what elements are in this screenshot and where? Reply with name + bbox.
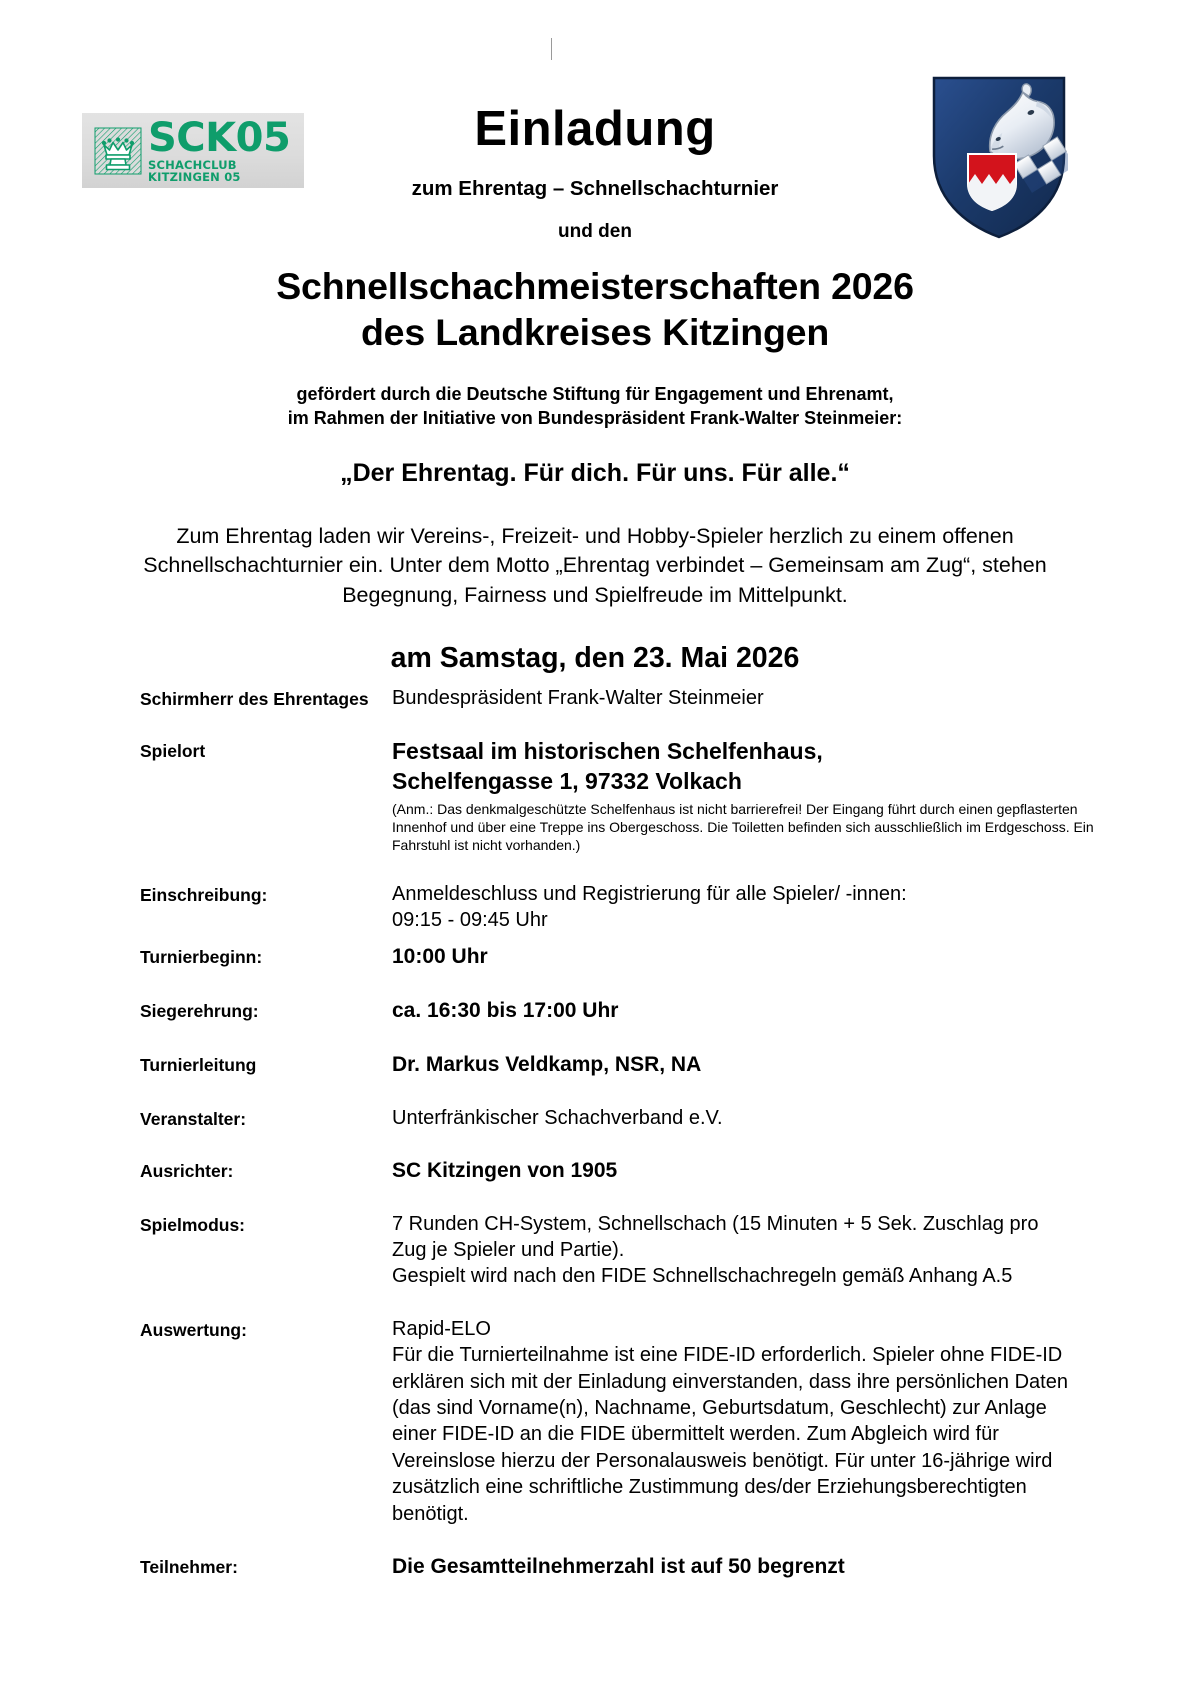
detail-label-rating: Auswertung:	[140, 1319, 247, 1340]
detail-value-start: 10:00 Uhr	[392, 945, 488, 969]
registration-line-1: Anmeldeschluss und Registrierung für alle Spieler/ -innen:	[392, 882, 907, 905]
detail-value-venue	[392, 737, 1095, 854]
detail-label-organizer: Veranstalter:	[140, 1108, 247, 1129]
registration-line-2: 09:15 - 09:45 Uhr	[392, 908, 548, 931]
club-logo-name: SCK05	[148, 115, 291, 161]
detail-label-venue: Spielort	[140, 741, 206, 762]
venue-line-2: Schelfengasse 1, 97332 Volkach	[392, 768, 742, 795]
detail-row-host	[140, 1157, 1095, 1185]
mode-line-1: 7 Runden CH-System, Schnellschach (15 Minuten + 5 Sek. Zuschlag pro	[392, 1212, 1039, 1235]
title-block	[0, 104, 1190, 243]
venue-line-1: Festsaal im historischen Schelfenhaus,	[392, 738, 823, 765]
detail-value-registration	[392, 881, 1095, 934]
headline-line-2: des Landkreises Kitzingen	[360, 310, 830, 353]
detail-label-start: Turnierbeginn:	[140, 947, 263, 968]
detail-value-organizer: Unterfränkischer Schachverband e.V.	[392, 1106, 723, 1129]
detail-row-venue	[140, 737, 1095, 854]
document-header	[0, 0, 1190, 250]
page-title: Einladung	[474, 102, 716, 156]
detail-value-host: SC Kitzingen von 1905	[392, 1158, 618, 1182]
detail-row-patron	[140, 685, 1095, 711]
rating-line-1: Rapid-ELO	[392, 1317, 491, 1340]
detail-row-registration	[140, 881, 1095, 934]
mode-line-3: Gespielt wird nach den FIDE Schnellschachregeln gemäß Anhang A.5	[392, 1265, 1013, 1288]
detail-label-patron: Schirmherr des Ehrentages	[140, 688, 369, 709]
detail-label-participants: Teilnehmer:	[140, 1556, 238, 1577]
headline-line-1: Schnellschachmeisterschaften 2026	[276, 265, 914, 307]
detail-value-participants: Die Gesamtteilnehmerzahl ist auf 50 begrenzt	[392, 1554, 845, 1578]
rating-paragraph: Für die Turnierteilnahme ist eine FIDE-ID erforderlich. Spieler ohne FIDE-ID erklären sich mit der Einladung einverstanden, dass ihre persönlichen Daten (das sind Vorname(n), Nachname, Geburtsdatum, Geschlecht) zur Anlage einer FIDE-ID an die FIDE übermittelt werden. Zum Abgleich wird für Vereinslose hierzu der Personalausweis benötigt. Für unter 16-jährige wird zusätzlich eine schriftliche Zustimmung des/der Erziehungsberechtigten benötigt.	[392, 1344, 1068, 1525]
funding-note	[0, 382, 1190, 432]
detail-value-rating	[392, 1316, 1095, 1527]
detail-row-start	[140, 943, 1095, 971]
detail-value-ceremony: ca. 16:30 bis 17:00 Uhr	[392, 999, 619, 1023]
details-list	[0, 685, 1190, 1581]
detail-row-direction	[140, 1051, 1095, 1079]
detail-row-organizer	[140, 1105, 1095, 1131]
motto-quote: „Der Ehrentag. Für dich. Für uns. Für alle.“	[340, 459, 850, 488]
main-headline	[0, 264, 1190, 356]
funding-line-1: gefördert durch die Deutsche Stiftung für Engagement und Ehrenamt,	[296, 383, 894, 404]
detail-label-direction: Turnierleitung	[140, 1054, 257, 1075]
detail-label-host: Ausrichter:	[140, 1160, 234, 1181]
mode-line-2: Zug je Spieler und Partie).	[392, 1239, 625, 1262]
event-date: am Samstag, den 23. Mai 2026	[390, 641, 800, 674]
club-logo-subtitle: SCHACHCLUB KITZINGEN 05	[148, 158, 241, 184]
venue-accessibility-note: (Anm.: Das denkmalgeschützte Schelfenhaus ist nicht barrierefrei! Der Eingang führt durch einen gepflasterten Innenhof und über eine Treppe ins Obergeschoss. Die Toiletten befinden sich ausschließlich im Erdgeschoss. Ein Fahrstuhl ist nicht vorhanden.)	[392, 801, 1094, 854]
page-subtitle-secondary: und den	[558, 221, 632, 243]
detail-row-participants	[140, 1553, 1095, 1581]
intro-paragraph: Zum Ehrentag laden wir Vereins-, Freizeit- und Hobby-Spieler herzlich zu einem offenen Schnellschachturnier ein. Unter dem Motto „Ehrentag verbindet – Gemeinsam am Zug“, stehen Begegnung, Fairness und Spielfreude im Mittelpunkt.	[143, 524, 1047, 607]
detail-value-patron: Bundespräsident Frank-Walter Steinmeier	[392, 686, 764, 709]
detail-value-direction: Dr. Markus Veldkamp, NSR, NA	[392, 1052, 702, 1076]
detail-row-rating	[140, 1316, 1095, 1527]
detail-label-ceremony: Siegerehrung:	[140, 1001, 259, 1022]
detail-label-mode: Spielmodus:	[140, 1214, 246, 1235]
page-subtitle: zum Ehrentag – Schnellschachturnier	[411, 177, 779, 201]
detail-value-mode	[392, 1211, 1095, 1290]
detail-row-ceremony	[140, 997, 1095, 1025]
detail-label-registration: Einschreibung:	[140, 884, 268, 905]
funding-line-2: im Rahmen der Initiative von Bundespräsident Frank-Walter Steinmeier:	[287, 408, 903, 429]
detail-row-mode	[140, 1211, 1095, 1290]
